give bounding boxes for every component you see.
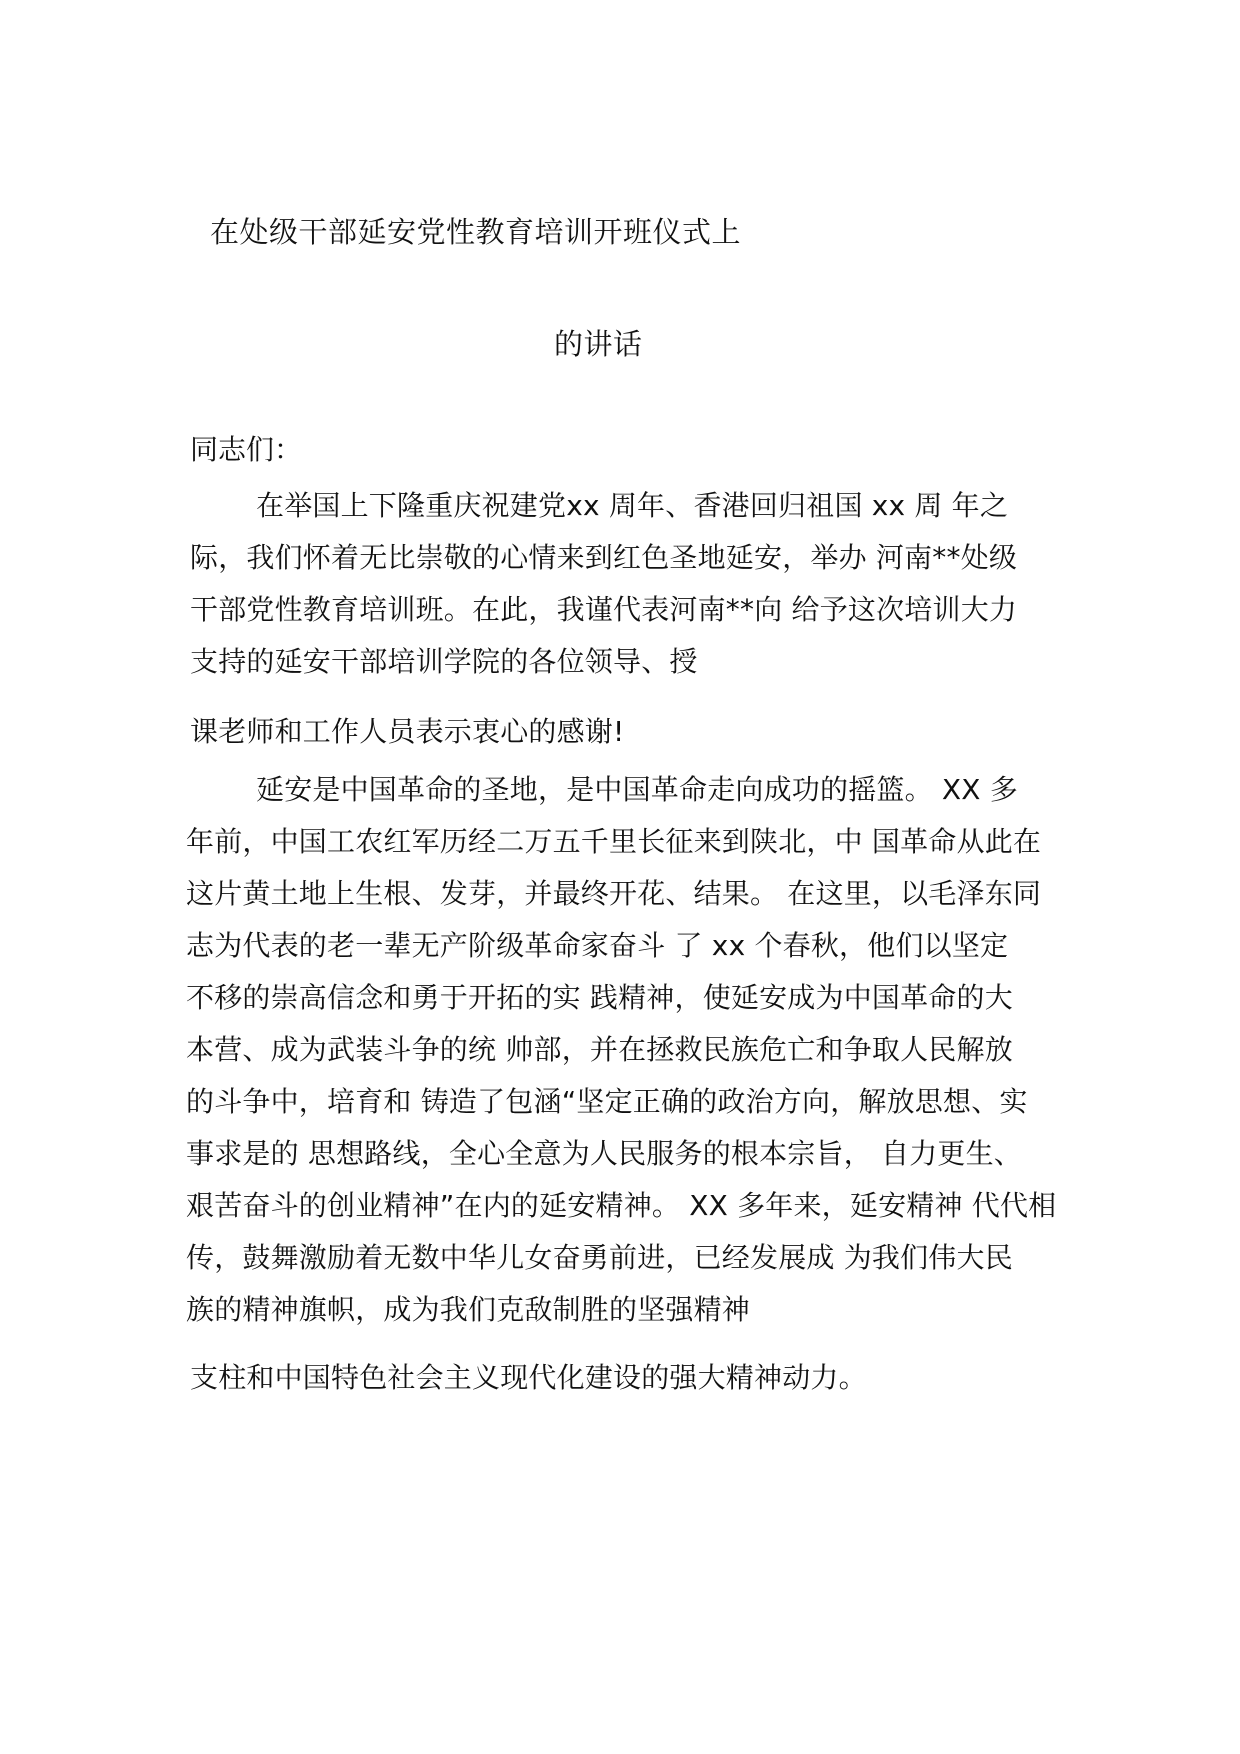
body-line: 的斗争中，培育和 铸造了包涵“坚定正确的政治方向，解放思想、实 — [186, 1085, 1028, 1118]
salutation: 同志们： — [190, 433, 303, 466]
body-line: 干部党性教育培训班。在此，我谨代表河南**向 给予这次培训大力 — [190, 593, 1018, 626]
body-line: 课老师和工作人员表示衷心的感谢! — [190, 715, 625, 748]
body-line: 这片黄土地上生根、发芽，并最终开花、结果。 在这里，以毛泽东同 — [186, 877, 1042, 910]
document-title-line-2: 的讲话 — [554, 327, 643, 361]
document-title-line-1: 在处级干部延安党性教育培训开班仪式上 — [210, 215, 742, 249]
body-line: 事求是的 思想路线，全心全意为人民服务的根本宗旨， 自力更生、 — [186, 1137, 1023, 1170]
body-line: 在举国上下隆重庆祝建党xx 周年、香港回归祖国 xx 周 年之 — [256, 489, 1009, 522]
body-line: 年前，中国工农红军历经二万五千里长征来到陕北，中 国革命从此在 — [186, 825, 1042, 858]
body-line: 族的精神旗帜，成为我们克敌制胜的坚强精神 — [186, 1293, 751, 1326]
body-line: 际，我们怀着无比崇敬的心情来到红色圣地延安，举办 河南**处级 — [190, 541, 1018, 574]
body-line: 艰苦奋斗的创业精神”在内的延安精神。 XX 多年来，延安精神 代代相 — [186, 1189, 1057, 1222]
body-line: 本营、成为武装斗争的统 帅部，并在拯救民族危亡和争取人民解放 — [186, 1033, 1013, 1066]
body-line: 支柱和中国特色社会主义现代化建设的强大精神动力。 — [190, 1361, 867, 1394]
body-line: 传，鼓舞激励着无数中华儿女奋勇前进，已经发展成 为我们伟大民 — [186, 1241, 1013, 1274]
body-line: 志为代表的老一辈无产阶级革命家奋斗 了 xx 个春秋，他们以坚定 — [186, 929, 1009, 962]
body-line: 延安是中国革命的圣地，是中国革命走向成功的摇篮。 XX 多 — [256, 773, 1018, 806]
body-line: 支持的延安干部培训学院的各位领导、授 — [190, 645, 698, 678]
body-line: 不移的崇高信念和勇于开拓的实 践精神，使延安成为中国革命的大 — [186, 981, 1013, 1014]
